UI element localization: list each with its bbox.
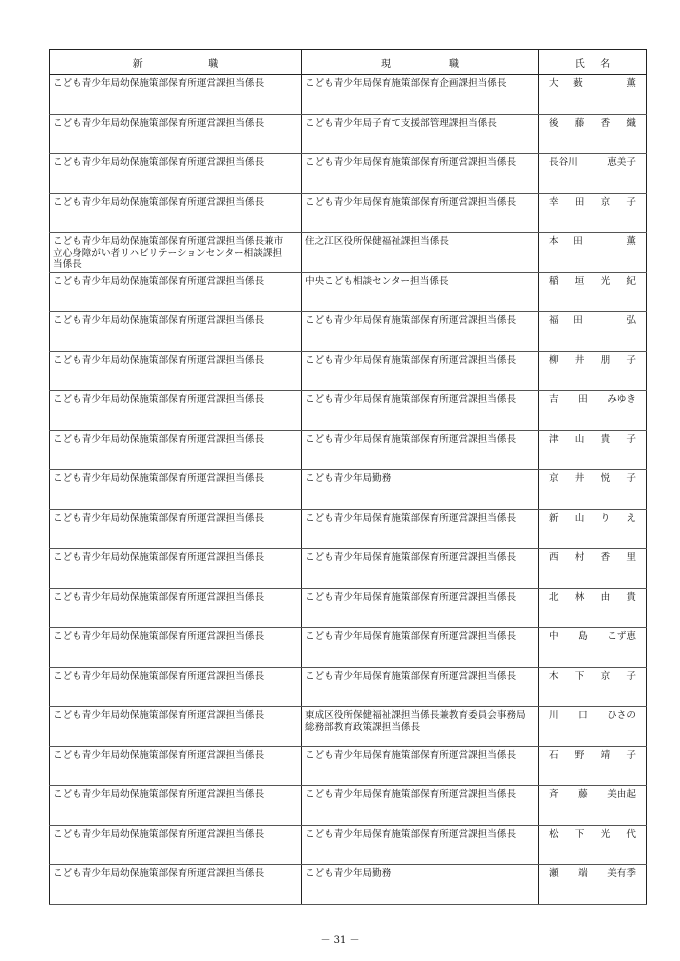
current-post-cell: こども青少年局保育施策部保育所運営課担当係長 (302, 391, 539, 431)
current-post-cell: こども青少年局保育施策部保育企画課担当係長 (302, 75, 539, 115)
name-cell (539, 628, 647, 668)
new-post-cell: こども青少年局幼保施策部保育所運営課担当係長 (50, 786, 302, 826)
name-cell (539, 312, 647, 352)
new-post-cell: こども青少年局幼保施策部保育所運営課担当係長 (50, 272, 302, 312)
table-row (50, 825, 647, 865)
person-name: 中 島 こず恵 (549, 631, 636, 642)
table-row (50, 114, 647, 154)
person-name: 津 山 貴 子 (549, 433, 636, 445)
person-name: 大 薮 薫 (549, 78, 636, 89)
personnel-table (49, 49, 647, 905)
person-name: 長谷川 恵美子 (549, 157, 636, 168)
name-cell (539, 470, 647, 510)
name-cell (539, 272, 647, 312)
new-post-cell: こども青少年局幼保施策部保育所運営課担当係長 (50, 114, 302, 154)
person-name: 木 下 京 子 (549, 670, 636, 682)
current-post-cell: こども青少年局保育施策部保育所運営課担当係長 (302, 509, 539, 549)
person-name: 川 口 ひさの (549, 710, 636, 721)
person-name: 稲 垣 光 紀 (549, 275, 636, 287)
current-post-cell: こども青少年局保育施策部保育所運営課担当係長 (302, 667, 539, 707)
person-name: 幸 田 京 子 (549, 196, 636, 208)
new-post-cell: こども青少年局幼保施策部保育所運営課担当係長 (50, 430, 302, 470)
current-post-cell: こども青少年局保育施策部保育所運営課担当係長 (302, 628, 539, 668)
name-cell (539, 154, 647, 194)
table-row (50, 154, 647, 194)
name-cell (539, 588, 647, 628)
new-post-cell: こども青少年局幼保施策部保育所運営課担当係長 (50, 588, 302, 628)
table-row (50, 391, 647, 431)
name-cell (539, 75, 647, 115)
person-name: 本 田 薫 (549, 236, 636, 247)
name-cell (539, 193, 647, 233)
table-row (50, 786, 647, 826)
current-post-cell: こども青少年局保育施策部保育所運営課担当係長 (302, 154, 539, 194)
name-cell (539, 114, 647, 154)
header-current-post: 現 職 (302, 50, 539, 75)
current-post-cell: こども青少年局勤務 (302, 470, 539, 510)
table-row (50, 628, 647, 668)
new-post-cell: こども青少年局幼保施策部保育所運営課担当係長 (50, 628, 302, 668)
new-post-cell: こども青少年局幼保施策部保育所運営課担当係長 (50, 193, 302, 233)
person-name: 新 山 り え (549, 512, 636, 524)
current-post-cell: 中央こども相談センター担当係長 (302, 272, 539, 312)
table-row (50, 351, 647, 391)
table-row (50, 430, 647, 470)
table-row (50, 667, 647, 707)
current-post-cell: こども青少年局保育施策部保育所運営課担当係長 (302, 549, 539, 589)
new-post-cell: こども青少年局幼保施策部保育所運営課担当係長 (50, 667, 302, 707)
header-new-post: 新 職 (50, 50, 302, 75)
current-post-cell: こども青少年局勤務 (302, 865, 539, 905)
current-post-cell: 住之江区役所保健福祉課担当係長 (302, 233, 539, 273)
current-post-cell: こども青少年局保育施策部保育所運営課担当係長 (302, 588, 539, 628)
person-name: 柳 井 朋 子 (549, 354, 636, 366)
new-post-cell: こども青少年局幼保施策部保育所運営課担当係長 (50, 154, 302, 194)
person-name: 斉 藤 美由起 (549, 789, 636, 800)
table-row (50, 865, 647, 905)
current-post-cell: 東成区役所保健福祉課担当係長兼教育委員会事務局総務部教育政策課担当係長 (302, 707, 539, 747)
person-name: 瀬 端 美有季 (549, 868, 636, 879)
new-post-cell: こども青少年局幼保施策部保育所運営課担当係長 (50, 470, 302, 510)
table-row (50, 75, 647, 115)
person-name: 石 野 靖 子 (549, 749, 636, 761)
person-name: 後 藤 香 織 (549, 117, 636, 129)
new-post-cell: こども青少年局幼保施策部保育所運営課担当係長 (50, 865, 302, 905)
current-post-cell: こども青少年局保育施策部保育所運営課担当係長 (302, 825, 539, 865)
person-name: 吉 田 みゆき (549, 394, 636, 405)
new-post-cell: こども青少年局幼保施策部保育所運営課担当係長 (50, 549, 302, 589)
name-cell (539, 667, 647, 707)
table-row (50, 509, 647, 549)
table-row (50, 193, 647, 233)
new-post-cell: こども青少年局幼保施策部保育所運営課担当係長 (50, 746, 302, 786)
table-row (50, 746, 647, 786)
person-name: 西 村 香 里 (549, 552, 636, 563)
new-post-cell: こども青少年局幼保施策部保育所運営課担当係長 (50, 351, 302, 391)
table-row (50, 272, 647, 312)
name-cell (539, 865, 647, 905)
header-name: 氏 名 (539, 50, 647, 75)
name-cell (539, 233, 647, 273)
current-post-cell: こども青少年局保育施策部保育所運営課担当係長 (302, 786, 539, 826)
name-cell (539, 391, 647, 431)
new-post-cell: こども青少年局幼保施策部保育所運営課担当係長 (50, 391, 302, 431)
current-post-cell: こども青少年局保育施策部保育所運営課担当係長 (302, 193, 539, 233)
current-post-cell: こども青少年局保育施策部保育所運営課担当係長 (302, 430, 539, 470)
new-post-cell: こども青少年局幼保施策部保育所運営課担当係長 (50, 75, 302, 115)
table-header-row (50, 50, 647, 75)
new-post-cell: こども青少年局幼保施策部保育所運営課担当係長 (50, 509, 302, 549)
person-name: 京 井 悦 子 (549, 473, 636, 484)
table-row (50, 233, 647, 273)
table-row (50, 588, 647, 628)
current-post-cell: こども青少年局子育て支援部管理課担当係長 (302, 114, 539, 154)
table-row (50, 549, 647, 589)
current-post-cell: こども青少年局保育施策部保育所運営課担当係長 (302, 312, 539, 352)
new-post-cell: こども青少年局幼保施策部保育所運営課担当係長兼市立心身障がい者リハビリテーションセンター相談課担当係長 (50, 233, 302, 273)
page-number: － 31 － (320, 935, 360, 946)
table-row (50, 470, 647, 510)
table-row (50, 312, 647, 352)
current-post-cell: こども青少年局保育施策部保育所運営課担当係長 (302, 746, 539, 786)
new-post-cell: こども青少年局幼保施策部保育所運営課担当係長 (50, 825, 302, 865)
table-row (50, 707, 647, 747)
person-name: 松 下 光 代 (549, 828, 636, 840)
name-cell (539, 351, 647, 391)
name-cell (539, 430, 647, 470)
name-cell (539, 825, 647, 865)
new-post-cell: こども青少年局幼保施策部保育所運営課担当係長 (50, 707, 302, 747)
name-cell (539, 746, 647, 786)
new-post-cell: こども青少年局幼保施策部保育所運営課担当係長 (50, 312, 302, 352)
person-name: 福 田 弘 (549, 315, 636, 326)
name-cell (539, 707, 647, 747)
person-name: 北 林 由 貴 (549, 591, 636, 603)
current-post-cell: こども青少年局保育施策部保育所運営課担当係長 (302, 351, 539, 391)
name-cell (539, 509, 647, 549)
name-cell (539, 549, 647, 589)
name-cell (539, 786, 647, 826)
